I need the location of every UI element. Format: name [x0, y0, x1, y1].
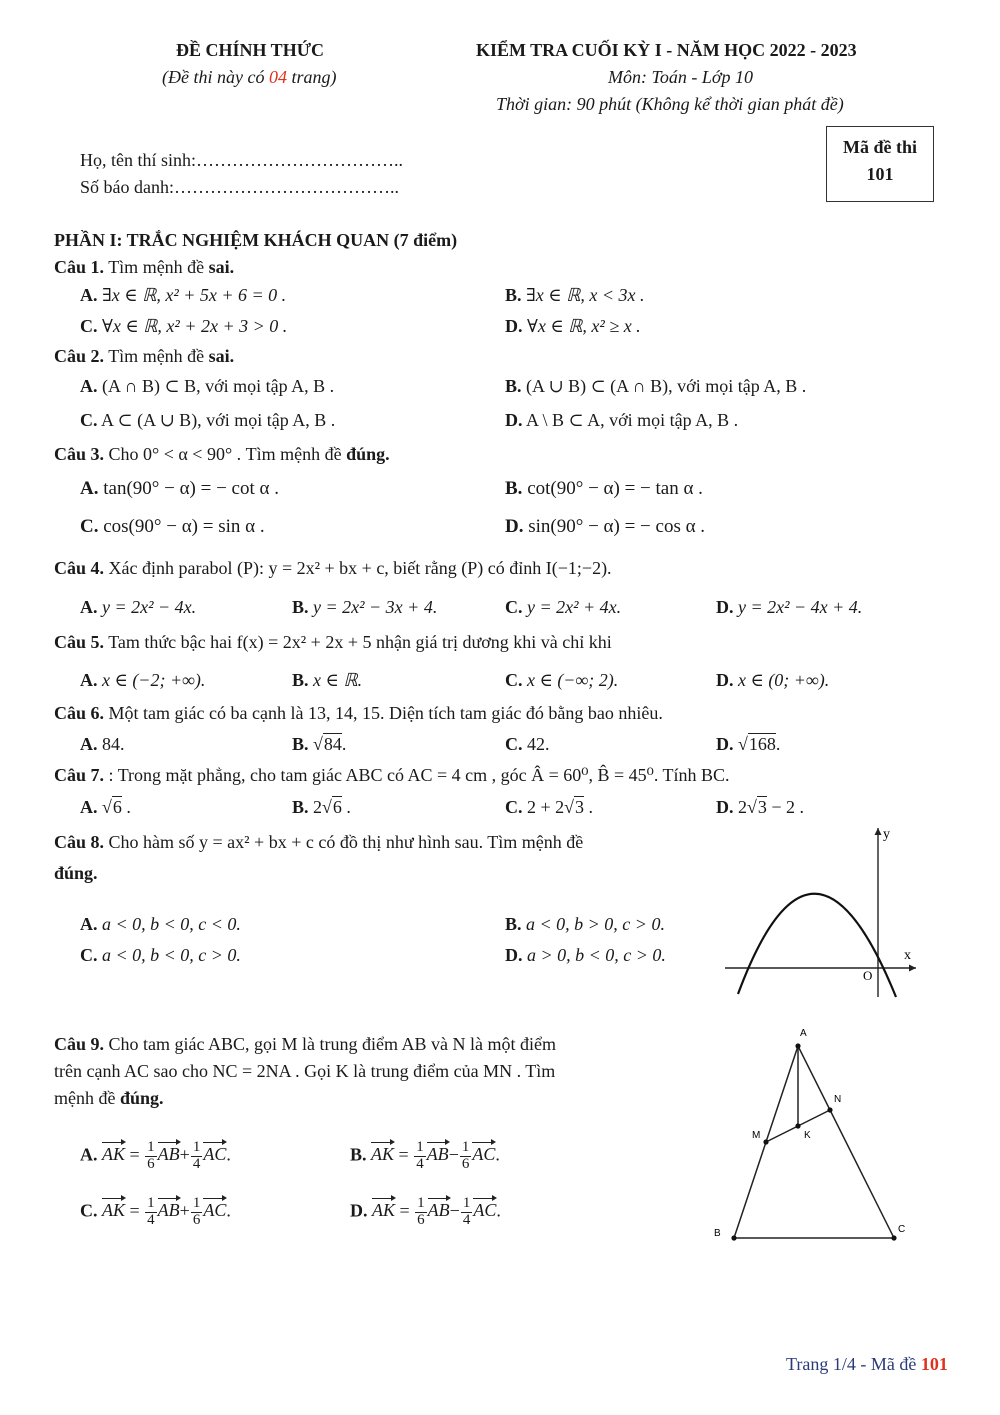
time-line: Thời gian: 90 phút (Không kể thời gian phát đề)	[496, 94, 844, 114]
option-text: y = 2x² − 4x.	[102, 597, 197, 617]
option-text: A ⊂ (A ∪ B), với mọi tập A, B .	[101, 410, 336, 430]
numerator: 1	[462, 1195, 471, 1211]
q7-option-a	[80, 797, 131, 818]
option-text: (A ∪ B) ⊂ (A ∩ B), với mọi tập A, B .	[526, 376, 807, 396]
origin-label: O	[863, 968, 873, 983]
option-label: D.	[716, 670, 734, 690]
label-m: M	[752, 1130, 761, 1141]
operator: +	[179, 1200, 190, 1221]
point-c	[891, 1235, 896, 1240]
option-label: C.	[505, 734, 523, 754]
q9-option-d	[350, 1196, 501, 1229]
equals-sign: =	[125, 1144, 145, 1165]
page-count-number: 04	[268, 67, 287, 87]
numerator: 1	[417, 1195, 425, 1211]
option-label: B.	[292, 597, 309, 617]
option-end: .	[495, 1144, 500, 1165]
sqrt-sign: 2√	[313, 797, 332, 817]
label-a: A	[800, 1028, 807, 1039]
option-label: A.	[80, 597, 98, 617]
question-number: Câu 2.	[54, 346, 105, 366]
sqrt-sign: 2√	[738, 797, 757, 817]
triangle-figure	[700, 1020, 920, 1250]
option-label: B.	[292, 670, 309, 690]
section-title: PHẦN I: TRẮC NGHIỆM KHÁCH QUAN (7 điểm)	[54, 230, 458, 250]
radicand: 168	[748, 734, 776, 754]
equals-sign: =	[394, 1144, 414, 1165]
question-emphasis: đúng.	[119, 1088, 164, 1108]
q8-option-b	[505, 914, 665, 935]
q5-option-b	[292, 670, 362, 691]
point-b	[731, 1235, 736, 1240]
option-text: A \ B ⊂ A, với mọi tập A, B .	[526, 410, 739, 430]
exam-code-value: 101	[866, 164, 894, 184]
student-name-field: Họ, tên thí sinh:……………………………..	[80, 150, 403, 170]
fraction	[191, 1140, 203, 1173]
radicand: 6	[332, 797, 342, 817]
option-label: B.	[350, 1144, 367, 1165]
q3-option-c	[80, 516, 265, 538]
option-text: x ∈ (0; +∞).	[738, 670, 830, 690]
sqrt-sign: √	[313, 734, 323, 754]
question-text: mệnh đề	[54, 1088, 120, 1108]
option-label: C.	[80, 410, 98, 430]
radicand: 3	[575, 797, 585, 817]
option-text: cos(90° − α) = sin α .	[103, 516, 265, 537]
footer-text: Trang 1/4 - Mã đề	[786, 1354, 921, 1374]
q5-option-d	[716, 670, 829, 691]
q9-option-a	[80, 1140, 231, 1173]
x-axis-arrow	[909, 965, 916, 972]
radicand: 6	[112, 797, 122, 817]
q3-option-d	[505, 516, 705, 538]
q5-option-c	[505, 670, 618, 691]
question-9-line-3	[54, 1088, 164, 1109]
question-1	[54, 257, 234, 278]
option-label: D.	[505, 316, 523, 336]
question-text: Một tam giác có ba cạnh là 13, 14, 15. Diện tích tam giác đó bằng bao nhiêu.	[104, 703, 663, 723]
label-k: K	[804, 1130, 811, 1141]
q4-option-d	[716, 597, 862, 618]
y-axis-label: y	[883, 827, 890, 842]
option-end: .	[584, 797, 594, 817]
question-text: Cho hàm số y = ax² + bx + c có đồ thị như hình sau. Tìm mệnh đề	[104, 832, 584, 852]
page-count-post: trang)	[286, 67, 337, 87]
option-text: 42.	[527, 734, 550, 754]
vector-term: AB	[157, 1144, 180, 1165]
option-label: A.	[80, 478, 99, 499]
numerator: 1	[192, 1139, 201, 1155]
question-number: Câu 1.	[54, 257, 105, 277]
question-number: Câu 3.	[54, 444, 105, 464]
vector-term: AB	[426, 1144, 449, 1165]
q1-option-a	[80, 285, 286, 306]
label-b: B	[714, 1228, 721, 1239]
question-number: Câu 8.	[54, 832, 105, 852]
q4-option-b	[292, 597, 437, 618]
operator: −	[448, 1144, 459, 1165]
question-text: Cho 0° < α < 90° . Tìm mệnh đề	[104, 444, 347, 464]
denominator: 4	[192, 1155, 201, 1172]
q7-option-b	[292, 797, 351, 818]
question-emphasis: đúng.	[346, 444, 390, 464]
sqrt-sign: 2 + 2√	[527, 797, 575, 817]
fraction	[414, 1140, 426, 1173]
option-label: B.	[505, 376, 522, 396]
radicand: 3	[757, 797, 767, 817]
point-n	[827, 1107, 832, 1112]
fraction	[191, 1196, 203, 1229]
option-text: sin(90° − α) = − cos α .	[528, 516, 706, 537]
option-label: B.	[505, 478, 523, 499]
question-number: Câu 5.	[54, 632, 105, 652]
question-number: Câu 4.	[54, 558, 105, 578]
question-text: Tìm mệnh đề	[104, 257, 209, 277]
option-label: C.	[80, 945, 98, 965]
q2-option-a	[80, 376, 334, 397]
q8-option-d	[505, 945, 666, 966]
sqrt-sign: √	[102, 797, 112, 817]
option-label: B.	[505, 914, 522, 934]
option-text: x ∈ (−∞; 2).	[527, 670, 619, 690]
option-label: A.	[80, 914, 98, 934]
option-end: .	[226, 1200, 231, 1221]
point-k	[795, 1123, 800, 1128]
option-text: a < 0, b < 0, c > 0.	[102, 945, 241, 965]
vector-lhs: AK	[102, 1200, 126, 1221]
question-text: Tam thức bậc hai f(x) = 2x² + 2x + 5 nhận giá trị dương khi và chỉ khi	[104, 632, 612, 652]
point-a	[795, 1043, 800, 1048]
denominator: 6	[192, 1211, 201, 1228]
operator: +	[179, 1144, 190, 1165]
denominator: 6	[417, 1211, 425, 1228]
vector-term: AC	[203, 1200, 227, 1221]
operator: −	[449, 1200, 460, 1221]
denominator: 4	[416, 1155, 424, 1172]
option-label: D.	[716, 597, 734, 617]
point-m	[763, 1139, 768, 1144]
option-text: a > 0, b < 0, c > 0.	[527, 945, 666, 965]
option-label: C.	[505, 597, 523, 617]
option-text: y = 2x² + 4x.	[527, 597, 622, 617]
numerator: 1	[147, 1195, 155, 1211]
question-7	[54, 765, 730, 786]
parabola-graph	[720, 822, 920, 1002]
question-2	[54, 346, 234, 367]
option-label: C.	[80, 516, 99, 537]
fraction	[415, 1196, 427, 1229]
denominator: 4	[462, 1211, 471, 1228]
q8-option-a	[80, 914, 241, 935]
denominator: 6	[147, 1155, 155, 1172]
option-label: B.	[292, 734, 309, 754]
page-footer	[786, 1354, 948, 1375]
option-text: x ∈ (−2; +∞).	[102, 670, 206, 690]
option-end: .	[226, 1144, 231, 1165]
question-text: : Trong mặt phẳng, cho tam giác ABC có AC = 4 cm , góc Â = 60⁰, B̂ = 45⁰. Tính BC.	[104, 765, 730, 785]
question-8	[54, 832, 583, 853]
question-text: Tìm mệnh đề	[104, 346, 209, 366]
denominator: 4	[147, 1211, 155, 1228]
option-text: a < 0, b > 0, c > 0.	[526, 914, 665, 934]
question-text: Cho tam giác ABC, gọi M là trung điểm AB và N là một điểm	[104, 1034, 556, 1054]
q6-option-b	[292, 734, 346, 755]
q3-option-b	[505, 478, 703, 500]
question-emphasis: sai.	[208, 346, 235, 366]
option-label: C.	[505, 670, 523, 690]
q6-option-c	[505, 734, 550, 755]
option-text: ∃x ∈ ℝ, x² + 5x + 6 = 0 .	[102, 285, 287, 305]
option-end: .	[341, 734, 347, 754]
option-label: B.	[292, 797, 309, 817]
equals-sign: =	[125, 1200, 145, 1221]
q2-option-d	[505, 410, 738, 431]
option-text: tan(90° − α) = − cot α .	[103, 478, 279, 499]
numerator: 1	[461, 1139, 470, 1155]
option-label: D.	[350, 1200, 368, 1221]
option-label: D.	[505, 945, 523, 965]
option-end: .	[775, 734, 781, 754]
option-label: C.	[80, 1200, 98, 1221]
option-label: A.	[80, 670, 98, 690]
page-count-note	[162, 67, 336, 88]
exam-code-box	[826, 126, 934, 202]
question-number: Câu 9.	[54, 1034, 105, 1054]
subject-line: Môn: Toán - Lớp 10	[608, 67, 753, 87]
q5-option-a	[80, 670, 205, 691]
q9-option-b	[350, 1140, 500, 1173]
q1-option-d	[505, 316, 641, 337]
option-label: D.	[505, 516, 524, 537]
q2-option-b	[505, 376, 806, 397]
fraction	[145, 1196, 157, 1229]
denominator: 6	[461, 1155, 470, 1172]
question-emphasis: sai.	[208, 257, 235, 277]
option-end: − 2 .	[766, 797, 805, 817]
vector-term: AC	[473, 1200, 497, 1221]
question-text: Xác định parabol (P): y = 2x² + bx + c, biết rằng (P) có đỉnh I(−1;−2).	[104, 558, 612, 578]
option-label: B.	[505, 285, 522, 305]
question-3	[54, 444, 390, 465]
label-n: N	[834, 1094, 842, 1105]
option-end: .	[121, 797, 131, 817]
option-label: D.	[716, 797, 734, 817]
option-text: y = 2x² − 4x + 4.	[738, 597, 863, 617]
option-text: 84.	[102, 734, 125, 754]
q8-option-c	[80, 945, 241, 966]
option-label: C.	[505, 797, 523, 817]
option-label: A.	[80, 734, 98, 754]
side-ac	[798, 1046, 894, 1238]
question-4	[54, 558, 612, 579]
vector-lhs: AK	[102, 1144, 126, 1165]
option-label: A.	[80, 1144, 98, 1165]
numerator: 1	[192, 1195, 201, 1211]
vector-term: AB	[157, 1200, 180, 1221]
exam-code-label: Mã đề thi	[843, 137, 917, 157]
exam-title: KIỂM TRA CUỐI KỲ I - NĂM HỌC 2022 - 2023	[476, 40, 857, 60]
q6-option-d	[716, 734, 780, 755]
numerator: 1	[416, 1139, 424, 1155]
option-text: ∀x ∈ ℝ, x² ≥ x .	[527, 316, 641, 336]
question-9	[54, 1034, 556, 1055]
student-id-field: Số báo danh:………………………………..	[80, 177, 399, 197]
page-count-pre: (Đề thi này có	[162, 67, 269, 87]
label-c: C	[898, 1224, 906, 1235]
fraction	[460, 1140, 472, 1173]
vector-term: AC	[203, 1144, 227, 1165]
q4-option-c	[505, 597, 621, 618]
option-text: cot(90° − α) = − tan α .	[527, 478, 703, 499]
option-label: D.	[716, 734, 734, 754]
vector-lhs: AK	[371, 1144, 395, 1165]
radicand: 84	[323, 734, 342, 754]
q7-option-d	[716, 797, 804, 818]
question-8-emphasis: đúng.	[54, 863, 98, 883]
fraction	[145, 1140, 157, 1173]
option-text: ∀x ∈ ℝ, x² + 2x + 3 > 0 .	[102, 316, 288, 336]
vector-term: AC	[472, 1144, 496, 1165]
option-label: A.	[80, 285, 98, 305]
option-text: (A ∩ B) ⊂ B, với mọi tập A, B .	[102, 376, 335, 396]
q4-option-a	[80, 597, 196, 618]
y-axis-arrow	[875, 828, 882, 835]
vector-lhs: AK	[372, 1200, 396, 1221]
question-5	[54, 632, 612, 653]
question-9-line-2: trên cạnh AC sao cho NC = 2NA . Gọi K là trung điểm của MN . Tìm	[54, 1061, 556, 1081]
option-text: a < 0, b < 0, c < 0.	[102, 914, 241, 934]
option-label: A.	[80, 797, 98, 817]
option-text: ∃x ∈ ℝ, x < 3x .	[526, 285, 645, 305]
official-exam-label: ĐỀ CHÍNH THỨC	[176, 40, 325, 60]
numerator: 1	[147, 1139, 155, 1155]
question-6	[54, 703, 663, 724]
q3-option-a	[80, 478, 279, 500]
question-number: Câu 6.	[54, 703, 105, 723]
question-number: Câu 7.	[54, 765, 105, 785]
option-label: C.	[80, 316, 98, 336]
q2-option-c	[80, 410, 335, 431]
option-end: .	[341, 797, 351, 817]
option-label: D.	[505, 410, 523, 430]
q1-option-c	[80, 316, 287, 337]
option-text: y = 2x² − 3x + 4.	[313, 597, 438, 617]
option-label: A.	[80, 376, 98, 396]
fraction	[461, 1196, 473, 1229]
footer-code: 101	[920, 1354, 948, 1374]
vector-term: AB	[427, 1200, 450, 1221]
q9-option-c	[80, 1196, 231, 1229]
option-end: .	[496, 1200, 501, 1221]
sqrt-sign: √	[738, 734, 748, 754]
x-axis-label: x	[904, 948, 911, 963]
q1-option-b	[505, 285, 644, 306]
q6-option-a	[80, 734, 125, 755]
equals-sign: =	[395, 1200, 415, 1221]
q7-option-c	[505, 797, 593, 818]
option-text: x ∈ ℝ.	[313, 670, 363, 690]
